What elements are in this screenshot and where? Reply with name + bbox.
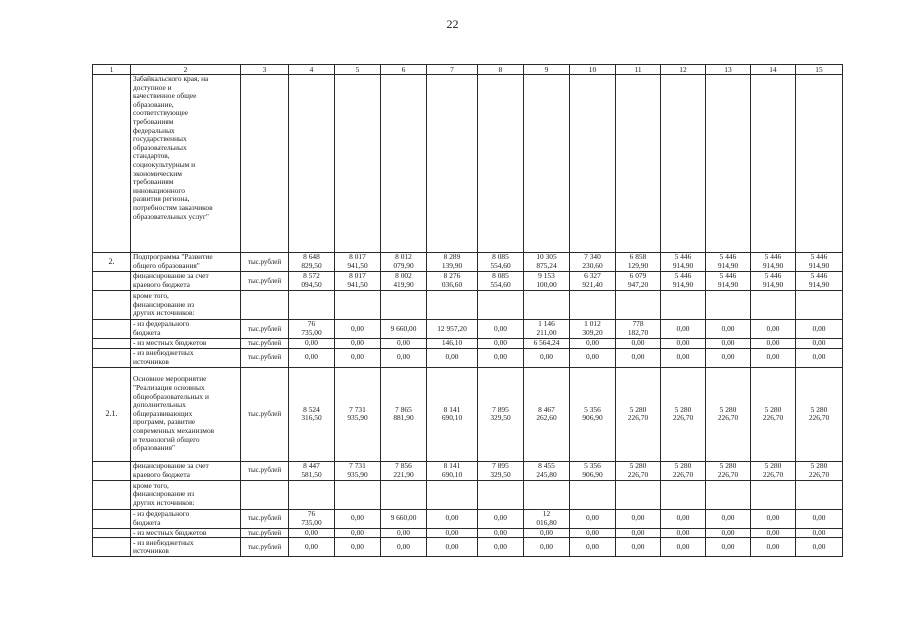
value-cell: 8 447 581,50: [289, 461, 335, 480]
row-index: [93, 291, 131, 320]
value-cell: 0,00: [427, 348, 478, 367]
value-cell: 0,00: [478, 538, 524, 557]
value-cell: 0,00: [706, 348, 751, 367]
row-unit: тыс.рублей: [241, 538, 289, 557]
value-cell: 0,00: [524, 528, 570, 538]
value-cell: [524, 75, 570, 253]
value-cell: 8 017 941,50: [335, 253, 381, 272]
value-cell: [524, 291, 570, 320]
value-cell: 0,00: [751, 528, 796, 538]
column-header: 8: [478, 65, 524, 75]
column-header: 15: [796, 65, 843, 75]
row-description: - из федерального бюджета: [131, 320, 241, 339]
row-description: кроме того, финансирование из других источников:: [131, 291, 241, 320]
value-cell: 6 564,24: [524, 339, 570, 349]
column-header: 12: [661, 65, 706, 75]
value-cell: 0,00: [289, 348, 335, 367]
value-cell: 7 865 881,90: [381, 367, 427, 461]
row-unit: [241, 75, 289, 253]
value-cell: 8 002 419,90: [381, 272, 427, 291]
value-cell: 5 280 226,70: [796, 367, 843, 461]
value-cell: 0,00: [570, 348, 616, 367]
value-cell: [661, 75, 706, 253]
row-index: [93, 538, 131, 557]
value-cell: 0,00: [751, 348, 796, 367]
value-cell: 76 735,00: [289, 320, 335, 339]
value-cell: 7 895 329,50: [478, 461, 524, 480]
table-row: [93, 367, 843, 461]
value-cell: [616, 291, 661, 320]
row-description: - из внебюджетных источников: [131, 538, 241, 557]
value-cell: 8 276 036,60: [427, 272, 478, 291]
value-cell: 0,00: [570, 339, 616, 349]
column-header: 5: [335, 65, 381, 75]
column-header: 13: [706, 65, 751, 75]
value-cell: 6 327 921,40: [570, 272, 616, 291]
value-cell: 5 280 226,70: [706, 367, 751, 461]
table-row: [93, 253, 843, 272]
value-cell: 76 735,00: [289, 509, 335, 528]
value-cell: 5 280 226,70: [616, 461, 661, 480]
row-index: [93, 480, 131, 509]
value-cell: 0,00: [335, 538, 381, 557]
value-cell: [335, 480, 381, 509]
value-cell: 0,00: [427, 538, 478, 557]
table-row: [93, 320, 843, 339]
value-cell: 0,00: [570, 538, 616, 557]
value-cell: [796, 480, 843, 509]
column-header: 9: [524, 65, 570, 75]
value-cell: [289, 291, 335, 320]
value-cell: 0,00: [751, 339, 796, 349]
value-cell: [570, 75, 616, 253]
table-row: [93, 538, 843, 557]
value-cell: [751, 291, 796, 320]
value-cell: [796, 291, 843, 320]
value-cell: 5 280 226,70: [751, 367, 796, 461]
value-cell: 7 731 935,90: [335, 461, 381, 480]
value-cell: 0,00: [661, 348, 706, 367]
value-cell: 0,00: [381, 528, 427, 538]
value-cell: [706, 291, 751, 320]
value-cell: 8 524 316,50: [289, 367, 335, 461]
value-cell: 5 446 914,90: [706, 272, 751, 291]
value-cell: 0,00: [661, 509, 706, 528]
value-cell: 5 446 914,90: [751, 272, 796, 291]
column-header: 1: [93, 65, 131, 75]
row-unit: тыс.рублей: [241, 272, 289, 291]
row-unit: тыс.рублей: [241, 367, 289, 461]
value-cell: 0,00: [751, 509, 796, 528]
row-index: [93, 528, 131, 538]
row-description: Основное мероприятие "Реализация основных общеобразовательных и дополнительных общеразвивающих программ, развитие современных механизмов и технологий общего образования": [131, 367, 241, 461]
value-cell: 0,00: [706, 339, 751, 349]
value-cell: 0,00: [478, 528, 524, 538]
value-cell: 7 731 935,90: [335, 367, 381, 461]
value-cell: 0,00: [751, 538, 796, 557]
row-index: [93, 461, 131, 480]
value-cell: 8 289 139,90: [427, 253, 478, 272]
value-cell: 5 446 914,90: [661, 253, 706, 272]
value-cell: 0,00: [661, 320, 706, 339]
value-cell: 0,00: [335, 348, 381, 367]
value-cell: 8 141 690,10: [427, 461, 478, 480]
value-cell: 7 856 221,90: [381, 461, 427, 480]
value-cell: 6 079 947,20: [616, 272, 661, 291]
value-cell: 5 280 226,70: [616, 367, 661, 461]
row-unit: тыс.рублей: [241, 339, 289, 349]
value-cell: 0,00: [335, 339, 381, 349]
value-cell: 0,00: [796, 528, 843, 538]
value-cell: 0,00: [335, 509, 381, 528]
row-index: [93, 75, 131, 253]
value-cell: 0,00: [524, 538, 570, 557]
value-cell: 0,00: [616, 528, 661, 538]
column-header: 14: [751, 65, 796, 75]
value-cell: 9 660,00: [381, 320, 427, 339]
row-description: - из местных бюджетов: [131, 339, 241, 349]
value-cell: [661, 291, 706, 320]
value-cell: 0,00: [570, 509, 616, 528]
row-description: Забайкальского края, на доступное и качественное общее образование, соответствующее требованиям федеральных государственных образовательных стандартов, социокультурным и экономическим требованиям инновационного развития региона, потребностям заказчиков образовательных услуг": [131, 75, 241, 253]
value-cell: [796, 75, 843, 253]
row-unit: тыс.рублей: [241, 348, 289, 367]
value-cell: 9 153 100,00: [524, 272, 570, 291]
value-cell: 0,00: [751, 320, 796, 339]
value-cell: 0,00: [381, 348, 427, 367]
value-cell: [616, 480, 661, 509]
value-cell: 0,00: [335, 320, 381, 339]
row-description: Подпрограмма "Развитие общего образования": [131, 253, 241, 272]
value-cell: 0,00: [381, 339, 427, 349]
value-cell: 9 660,00: [381, 509, 427, 528]
row-description: - из внебюджетных источников: [131, 348, 241, 367]
table-row: [93, 461, 843, 480]
value-cell: 0,00: [706, 538, 751, 557]
value-cell: 778 182,70: [616, 320, 661, 339]
row-description: кроме того, финансирование из других источников:: [131, 480, 241, 509]
value-cell: [570, 480, 616, 509]
value-cell: [616, 75, 661, 253]
row-index: 2.1.: [93, 367, 131, 461]
row-unit: тыс.рублей: [241, 528, 289, 538]
value-cell: 5 446 914,90: [661, 272, 706, 291]
table-row: [93, 339, 843, 349]
column-number-row: [93, 65, 843, 75]
value-cell: 8 467 262,60: [524, 367, 570, 461]
row-unit: тыс.рублей: [241, 320, 289, 339]
table-row: [93, 272, 843, 291]
value-cell: 8 085 554,60: [478, 253, 524, 272]
value-cell: 7 895 329,50: [478, 367, 524, 461]
value-cell: 10 305 875,24: [524, 253, 570, 272]
value-cell: 8 648 829,50: [289, 253, 335, 272]
value-cell: [706, 75, 751, 253]
value-cell: 5 446 914,90: [796, 253, 843, 272]
value-cell: 0,00: [289, 538, 335, 557]
value-cell: [706, 480, 751, 509]
value-cell: 6 858 129,90: [616, 253, 661, 272]
value-cell: 0,00: [796, 339, 843, 349]
value-cell: [427, 291, 478, 320]
value-cell: 0,00: [616, 348, 661, 367]
value-cell: [478, 291, 524, 320]
table-row: [93, 509, 843, 528]
table-row: [93, 480, 843, 509]
value-cell: [335, 291, 381, 320]
table-row: [93, 75, 843, 253]
value-cell: 0,00: [796, 348, 843, 367]
row-index: 2.: [93, 253, 131, 272]
value-cell: 12 957,20: [427, 320, 478, 339]
row-index: [93, 509, 131, 528]
row-unit: [241, 291, 289, 320]
table-row: [93, 291, 843, 320]
row-index: [93, 348, 131, 367]
value-cell: [478, 75, 524, 253]
value-cell: 0,00: [570, 528, 616, 538]
value-cell: 0,00: [524, 348, 570, 367]
value-cell: [751, 480, 796, 509]
page-number: 22: [446, 17, 459, 31]
table-row: [93, 348, 843, 367]
value-cell: [427, 480, 478, 509]
value-cell: 0,00: [335, 528, 381, 538]
row-unit: [241, 480, 289, 509]
value-cell: 5 280 226,70: [751, 461, 796, 480]
value-cell: 0,00: [289, 528, 335, 538]
value-cell: 8 455 245,80: [524, 461, 570, 480]
value-cell: 8 085 554,60: [478, 272, 524, 291]
value-cell: 0,00: [661, 538, 706, 557]
value-cell: [661, 480, 706, 509]
row-index: [93, 320, 131, 339]
table-row: [93, 528, 843, 538]
value-cell: 0,00: [289, 339, 335, 349]
value-cell: 0,00: [478, 320, 524, 339]
column-header: 2: [131, 65, 241, 75]
row-description: финансирование за счет краевого бюджета: [131, 272, 241, 291]
value-cell: 1 146 211,00: [524, 320, 570, 339]
value-cell: 0,00: [478, 348, 524, 367]
value-cell: 5 356 906,90: [570, 367, 616, 461]
value-cell: 0,00: [427, 509, 478, 528]
value-cell: 0,00: [478, 509, 524, 528]
value-cell: [289, 480, 335, 509]
value-cell: 0,00: [616, 538, 661, 557]
value-cell: 7 340 230,60: [570, 253, 616, 272]
value-cell: 0,00: [796, 509, 843, 528]
value-cell: 5 446 914,90: [706, 253, 751, 272]
value-cell: 1 012 309,20: [570, 320, 616, 339]
value-cell: 5 280 226,70: [661, 367, 706, 461]
value-cell: 8 141 690,10: [427, 367, 478, 461]
financing-table: [92, 64, 843, 557]
row-index: [93, 339, 131, 349]
value-cell: 5 280 226,70: [661, 461, 706, 480]
value-cell: [289, 75, 335, 253]
value-cell: 12 016,80: [524, 509, 570, 528]
value-cell: [381, 75, 427, 253]
value-cell: [381, 480, 427, 509]
value-cell: [335, 75, 381, 253]
column-header: 4: [289, 65, 335, 75]
value-cell: 5 446 914,90: [751, 253, 796, 272]
row-description: финансирование за счет краевого бюджета: [131, 461, 241, 480]
value-cell: 0,00: [796, 538, 843, 557]
value-cell: 8 017 941,50: [335, 272, 381, 291]
row-description: - из федерального бюджета: [131, 509, 241, 528]
value-cell: 0,00: [661, 339, 706, 349]
value-cell: 8 572 094,50: [289, 272, 335, 291]
value-cell: 5 280 226,70: [706, 461, 751, 480]
value-cell: 0,00: [616, 339, 661, 349]
row-description: - из местных бюджетов: [131, 528, 241, 538]
column-header: 7: [427, 65, 478, 75]
value-cell: 5 280 226,70: [796, 461, 843, 480]
column-header: 6: [381, 65, 427, 75]
value-cell: 8 012 079,90: [381, 253, 427, 272]
value-cell: 0,00: [478, 339, 524, 349]
column-header: 11: [616, 65, 661, 75]
value-cell: 0,00: [381, 538, 427, 557]
value-cell: 5 446 914,90: [796, 272, 843, 291]
value-cell: [381, 291, 427, 320]
value-cell: 5 356 906,90: [570, 461, 616, 480]
value-cell: [427, 75, 478, 253]
value-cell: 0,00: [616, 509, 661, 528]
value-cell: [478, 480, 524, 509]
value-cell: 0,00: [706, 509, 751, 528]
value-cell: [524, 480, 570, 509]
column-header: 10: [570, 65, 616, 75]
value-cell: 0,00: [796, 320, 843, 339]
value-cell: 0,00: [706, 320, 751, 339]
value-cell: 146,10: [427, 339, 478, 349]
value-cell: [751, 75, 796, 253]
column-header: 3: [241, 65, 289, 75]
row-unit: тыс.рублей: [241, 253, 289, 272]
row-index: [93, 272, 131, 291]
value-cell: 0,00: [706, 528, 751, 538]
value-cell: 0,00: [661, 528, 706, 538]
value-cell: [570, 291, 616, 320]
row-unit: тыс.рублей: [241, 509, 289, 528]
row-unit: тыс.рублей: [241, 461, 289, 480]
value-cell: 0,00: [427, 528, 478, 538]
